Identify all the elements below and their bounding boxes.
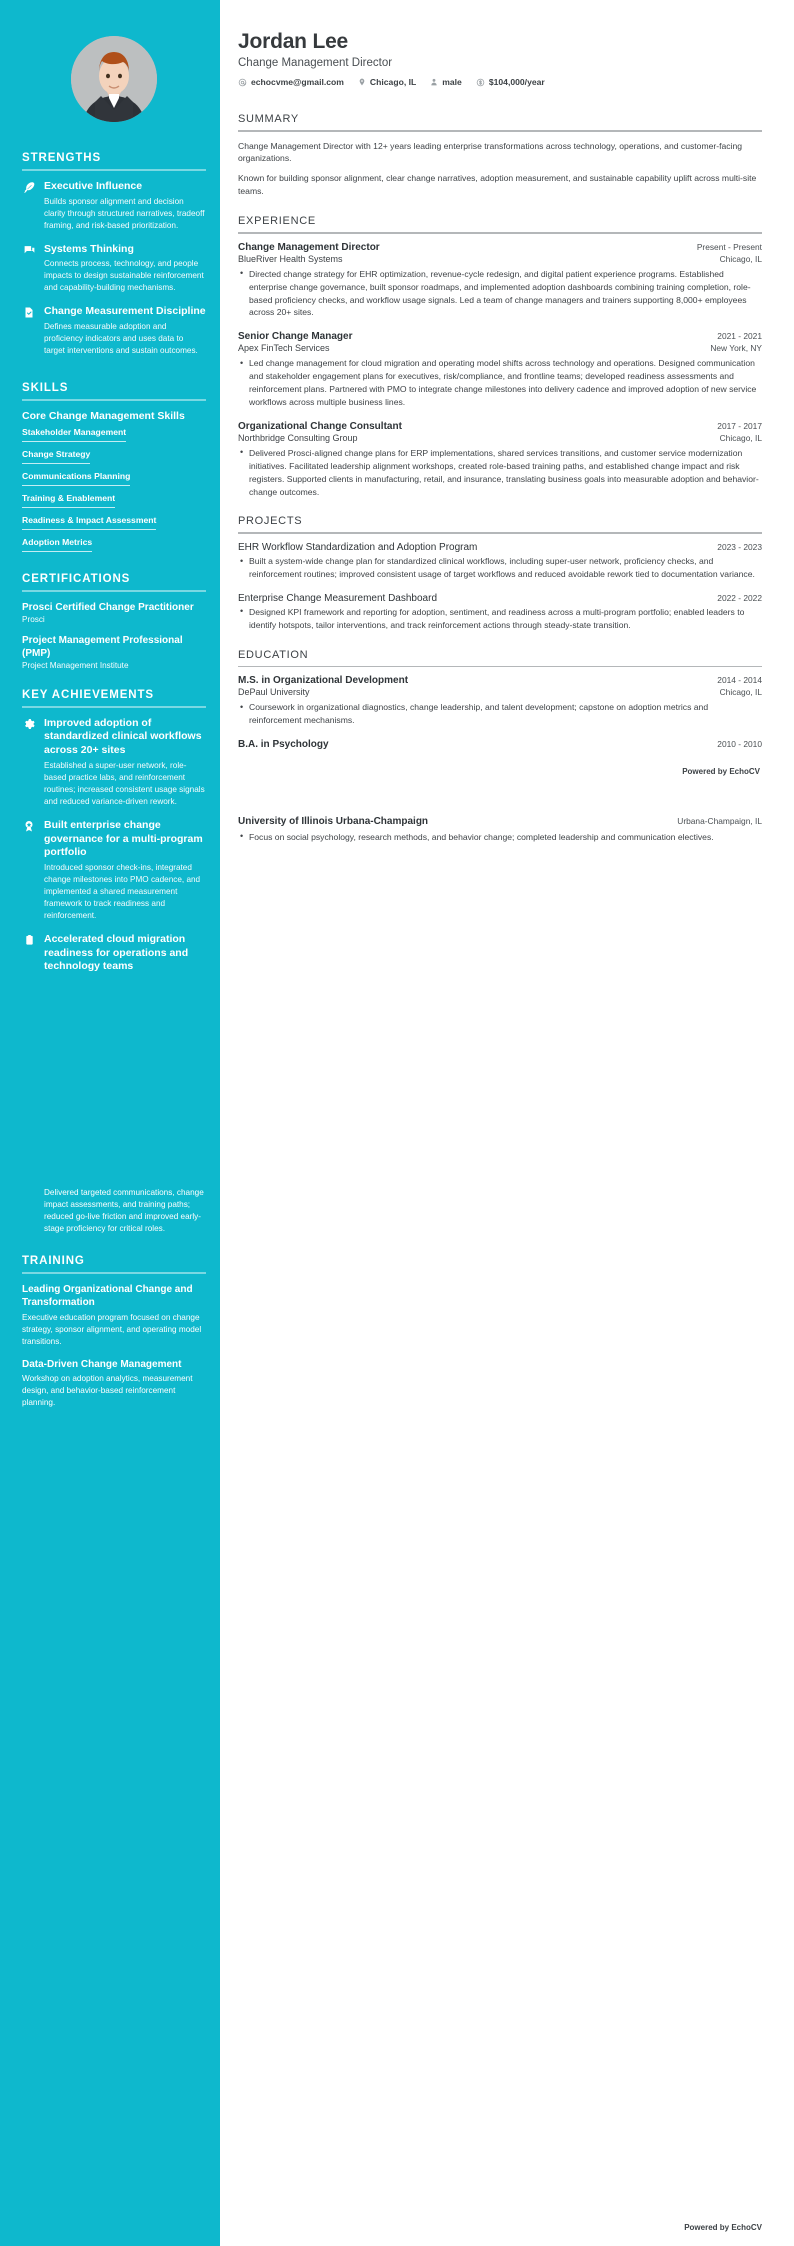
education-divider xyxy=(238,666,762,668)
bullet: • Coursework in organizational diagnostics, change leadership, and talent development; capstone on adoption metrics and reinforcement mechanisms. xyxy=(238,701,762,727)
achievement-description: Established a super-user network, role-based practice labs, and reinforcement routines; increased consistent usage signals and reduced variance-driven rework. xyxy=(44,761,205,806)
experience-divider xyxy=(238,232,762,234)
certification-org: Prosci xyxy=(22,614,45,624)
contact-gender xyxy=(430,77,462,87)
avatar-illustration xyxy=(71,36,157,122)
certifications-divider xyxy=(22,590,206,592)
page-break-gap xyxy=(22,987,206,1187)
experience-job-title: Senior Change Manager xyxy=(238,331,353,343)
skills-divider xyxy=(22,399,206,401)
document-check-icon xyxy=(22,305,36,319)
section-experience xyxy=(238,215,762,498)
section-summary xyxy=(238,113,762,198)
training-item xyxy=(22,1358,206,1409)
spacer xyxy=(22,565,206,573)
sidebar-section-training xyxy=(22,1255,206,1409)
chat-bubbles-icon xyxy=(22,243,36,257)
experience-job-title: Change Management Director xyxy=(238,241,380,253)
summary-paragraph: Known for building sponsor alignment, clear change narratives, adoption measurement, and sustainable capability uplift across multi-site teams. xyxy=(238,173,757,197)
key-achievements-divider xyxy=(22,706,206,708)
strength-title: Executive Influence xyxy=(44,180,143,192)
footer-powered-by: Powered by EchoCV xyxy=(684,2223,762,2232)
spacer xyxy=(22,368,206,382)
strengths-divider xyxy=(22,169,206,171)
bullet: • Designed KPI framework and reporting for adoption, sentiment, and readiness across a multi-program portfolio; enabled leaders to identify hotspots, tailor interventions, and track reinforcement actions through steady-state transition. xyxy=(238,606,762,632)
certification-name: Project Management Professional (PMP) xyxy=(22,635,183,660)
experience-dates: 2017 - 2017 xyxy=(717,420,762,431)
experience-title: EXPERIENCE xyxy=(238,215,316,228)
achievement-title: Accelerated cloud migration readiness for operations and technology teams xyxy=(44,932,189,973)
achievement-description: Introduced sponsor check-ins, integrated change milestones into PMO cadence, and implemented a shared measurement framework to track readiness and reinforcement. xyxy=(44,863,201,920)
education-entry xyxy=(238,675,762,727)
contact-email[interactable] xyxy=(238,77,344,87)
project-dates: 2023 - 2023 xyxy=(717,542,762,553)
project-title: Enterprise Change Measurement Dashboard xyxy=(238,592,437,604)
achievement-item xyxy=(22,819,206,922)
project-title: EHR Workflow Standardization and Adoption Program xyxy=(238,542,478,554)
bullet: • Built a system-wide change plan for standardized clinical workflows, including super-user network, proficiency checks, and reinforcement routines; improved consistent usage of target workflows and reduced avoidable rework tied to documentation variance. xyxy=(238,555,762,581)
strength-item xyxy=(22,180,206,232)
certification-item xyxy=(22,634,206,671)
experience-company: Northbridge Consulting Group xyxy=(238,432,358,443)
education-dates: 2014 - 2014 xyxy=(717,675,762,686)
powered-by-label: Powered by EchoCV xyxy=(682,766,760,776)
training-title: TRAINING xyxy=(22,1254,85,1267)
bullet: • Delivered Prosci-aligned change plans for ERP implementations, shared services transitions, and customer service modernization initiatives. Facilitated leadership alignment workshops, created role-based training paths, and established change impact and risk registers. Supported clients in manufacturing, retail, and insurance, translating business goals into measurable adoption and behavior-change outcomes. xyxy=(238,447,762,499)
clipboard-icon xyxy=(22,933,36,946)
experience-company: Apex FinTech Services xyxy=(238,343,330,354)
experience-bullets xyxy=(238,357,762,409)
strength-title: Change Measurement Discipline xyxy=(44,305,206,318)
skill-chip: Change Strategy xyxy=(22,449,90,464)
skills-grid xyxy=(22,427,206,559)
training-divider xyxy=(22,1272,206,1274)
experience-bullets xyxy=(238,268,762,320)
education-degree: M.S. in Organizational Development xyxy=(238,675,409,687)
gear-icon xyxy=(22,717,36,730)
experience-bullets xyxy=(238,447,762,499)
spacer xyxy=(22,681,206,689)
training-name: Leading Organizational Change and Transformation xyxy=(22,1283,193,1309)
sidebar-section-key-achievements xyxy=(22,689,206,977)
skill-chip: Stakeholder Management xyxy=(22,427,126,442)
education-entry xyxy=(238,739,762,750)
skill-chip: Adoption Metrics xyxy=(22,537,92,552)
strength-description: Builds sponsor alignment and decision clarity through structured narratives, tradeoff framing, and risk-based prioritization. xyxy=(44,196,205,230)
key-achievements-title: KEY ACHIEVEMENTS xyxy=(22,688,154,701)
experience-entry xyxy=(238,421,762,499)
training-description: Workshop on adoption analytics, measurement design, and behavior-based reinforcement planning. xyxy=(22,1374,193,1407)
education-bullets xyxy=(238,701,762,727)
contact-salary-value: $104,000/year xyxy=(488,77,545,87)
contact-gender-value: male xyxy=(442,77,462,87)
dollar-icon xyxy=(476,78,485,87)
section-education xyxy=(238,649,762,750)
section-projects xyxy=(238,515,762,631)
summary-paragraph: Change Management Director with 12+ years leading enterprise transformations across technology, operations, and customer-facing organizations. xyxy=(238,140,743,164)
contact-location xyxy=(358,77,416,87)
email-icon xyxy=(238,78,247,87)
strength-title: Systems Thinking xyxy=(44,242,134,255)
person-icon xyxy=(430,77,438,87)
contact-location-value: Chicago, IL xyxy=(369,77,417,87)
contact-email-value: echocvme@gmail.com xyxy=(251,77,344,87)
experience-entry xyxy=(238,331,762,409)
strength-description: Defines measurable adoption and proficiency indicators and uses data to target interventions and sustain outcomes. xyxy=(44,321,198,355)
bullet: • Focus on social psychology, research methods, and behavior change; completed leadership and communication electives. xyxy=(238,831,762,844)
projects-title: PROJECTS xyxy=(238,515,303,528)
experience-dates: Present - Present xyxy=(696,241,762,252)
strength-item xyxy=(22,243,206,295)
location-pin-icon xyxy=(358,77,366,87)
sidebar-section-skills xyxy=(22,382,206,559)
experience-entry xyxy=(238,242,762,320)
skills-group-title: Core Change Management Skills xyxy=(22,409,185,422)
experience-dates: 2021 - 2021 xyxy=(717,331,762,342)
education-location: Urbana-Champaign, IL xyxy=(677,815,762,826)
project-entry xyxy=(238,542,762,581)
achievement-description-continued: Delivered targeted communications, change impact assessments, and training paths; reduced go-live friction and improved early-stage proficiency for critical roles. xyxy=(44,1188,204,1233)
certifications-title: CERTIFICATIONS xyxy=(22,572,131,585)
experience-company: BlueRiver Health Systems xyxy=(238,253,343,264)
certification-name: Prosci Certified Change Practitioner xyxy=(22,601,194,613)
summary-divider xyxy=(238,130,762,132)
skill-chip: Training & Enablement xyxy=(22,493,115,508)
skill-chip: Communications Planning xyxy=(22,471,130,486)
experience-location: New York, NY xyxy=(710,343,762,354)
summary-title: SUMMARY xyxy=(238,113,299,125)
contact-salary xyxy=(476,77,545,87)
education-dates: 2010 - 2010 xyxy=(717,738,762,749)
achievement-title: Improved adoption of standardized clinical workflows across 20+ sites xyxy=(44,716,202,757)
achievement-item xyxy=(22,717,206,808)
skills-title: SKILLS xyxy=(22,381,69,394)
profile-photo-container xyxy=(22,0,206,152)
education-bullets xyxy=(238,831,762,844)
medal-icon xyxy=(22,819,36,832)
achievement-title: Built enterprise change governance for a multi-program portfolio xyxy=(44,818,203,859)
training-item xyxy=(22,1283,206,1348)
experience-location: Chicago, IL xyxy=(719,253,762,264)
certification-org: Project Management Institute xyxy=(22,661,129,671)
project-bullets xyxy=(238,606,762,632)
projects-divider xyxy=(238,532,762,534)
spacer xyxy=(22,1247,206,1255)
job-title: Change Management Director xyxy=(238,57,393,69)
experience-location: Chicago, IL xyxy=(719,432,762,443)
strength-description: Connects process, technology, and people impacts to design sustainable reinforcement and capability-building mechanisms. xyxy=(44,259,204,293)
main-content xyxy=(220,0,794,856)
strengths-title: STRENGTHS xyxy=(22,152,102,164)
contact-row xyxy=(238,77,762,87)
experience-job-title: Organizational Change Consultant xyxy=(238,420,402,432)
profile-photo xyxy=(71,36,157,122)
education-school: DePaul University xyxy=(238,687,310,698)
sidebar xyxy=(0,0,220,2246)
certification-item xyxy=(22,601,206,625)
bullet: • Directed change strategy for EHR optimization, revenue-cycle redesign, and digital patient experience programs. Established enterprise change governance, built sponsor roadmaps, and implemented adoption dashboards combining training completion, role-based proficiency checks, and workflow usage signals. Led a team of change managers and trainers supporting 8,000+ employees across 20+ sites. xyxy=(238,268,762,320)
strength-item xyxy=(22,305,206,357)
achievement-item xyxy=(22,933,206,977)
training-name: Data-Driven Change Management xyxy=(22,1358,182,1370)
page-break-spacer xyxy=(238,776,762,816)
project-entry xyxy=(238,593,762,632)
feather-icon xyxy=(22,180,36,194)
sidebar-section-strengths xyxy=(22,152,206,357)
sidebar-section-certifications xyxy=(22,573,206,672)
education-title: EDUCATION xyxy=(238,648,309,661)
education-location: Chicago, IL xyxy=(719,687,762,698)
project-bullets xyxy=(238,555,762,581)
training-description: Executive education program focused on change strategy, sponsor alignment, and operating model transitions. xyxy=(22,1312,202,1346)
education-school: University of Illinois Urbana-Champaign xyxy=(238,815,429,827)
project-dates: 2022 - 2022 xyxy=(717,592,762,603)
bullet: • Led change management for cloud migration and operating model shifts across technology and operations. Designed communication and stakeholder engagement plans for executives, risk/compliance, and frontline teams; developed readiness assessments and reinforcement plans. Partnered with PMO to integrate change milestones into delivery cadence and improved adoption of new service workflows across multiple business lines. xyxy=(238,357,762,409)
education-degree: B.A. in Psychology xyxy=(238,738,329,750)
page-title: Jordan Lee xyxy=(238,30,349,53)
education-entry-continued xyxy=(238,816,762,844)
skill-chip: Readiness & Impact Assessment xyxy=(22,515,156,530)
